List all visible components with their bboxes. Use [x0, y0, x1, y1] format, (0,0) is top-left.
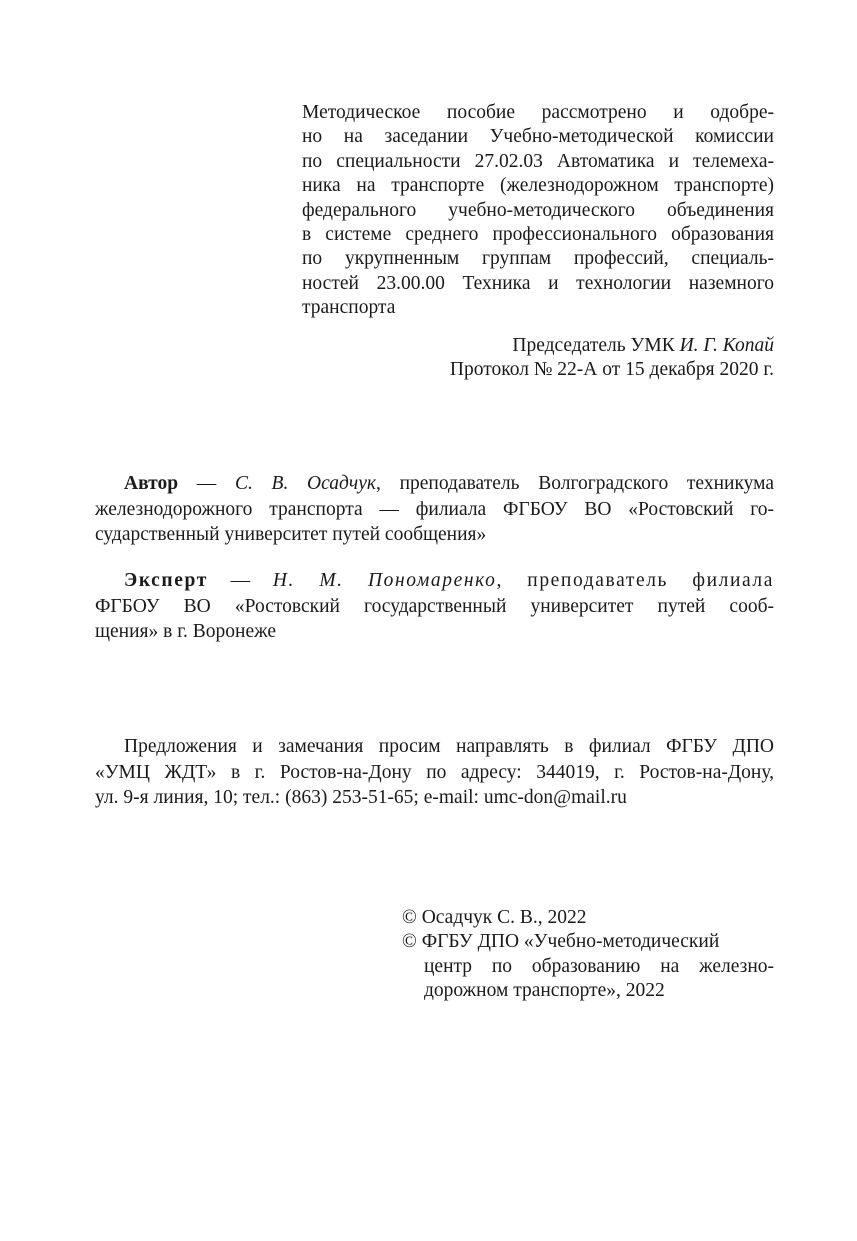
expert-info: [95, 568, 774, 645]
expert-line-1: [95, 568, 774, 594]
author-name: С. В. Осадчук: [234, 473, 376, 494]
expert-name: Н. М. Пономаренко: [272, 570, 497, 591]
approval-line: Методическое пособие рассмотрено и одобре-: [302, 102, 774, 123]
expert-label: Эксперт: [124, 570, 208, 591]
author-line-3: сударственный университет путей сообщения»: [95, 524, 487, 546]
expert-dash: —: [207, 570, 273, 591]
committee-signoff: [302, 334, 774, 383]
copyright-publisher-cont: дорожном транспорте», 2022: [424, 980, 665, 1002]
expert-position: , преподаватель филиала: [496, 570, 774, 591]
approval-line: федерального учебно-методического объединения: [302, 199, 774, 221]
author-line-1: [95, 471, 774, 497]
protocol-line: Протокол № 22-А от 15 декабря 2020 г.: [449, 359, 774, 381]
copyright-publisher: © ФГБУ ДПО «Учебно-методический: [402, 931, 720, 953]
author-line-2: железнодорожного транспорта — филиала ФГБОУ ВО «Ростовский го-: [95, 498, 774, 520]
approval-line: в системе среднего профессионального образования: [302, 224, 774, 246]
approval-line: по укрупненным группам профессий, специаль-: [302, 248, 774, 270]
approval-line: ника на транспорте (железнодорожном транспорте): [302, 175, 774, 197]
author-label: Автор: [124, 473, 179, 494]
author-position: , преподаватель Волгоградского техникума: [375, 473, 774, 494]
approval-line: но на заседании Учебно-методической комиссии: [302, 126, 774, 148]
contacts-line: «УМЦ ЖДТ» в г. Ростов-на-Дону по адресу: 344019, г. Ростов-на-Дону,: [95, 761, 774, 783]
approval-statement: [302, 101, 774, 321]
copyright-block: [402, 906, 774, 1004]
copyright-author: © Осадчук С. В., 2022: [402, 907, 587, 928]
chair-line: [302, 334, 774, 358]
copyright-publisher-cont: центр по образованию на железно-: [424, 955, 774, 977]
contacts-line: Предложения и замечания просим направлять в филиал ФГБУ ДПО: [124, 736, 774, 757]
expert-line-2: ФГБОУ ВО «Ростовский государственный университет путей сооб-: [95, 595, 774, 617]
author-info: [95, 471, 774, 548]
expert-line-3: щения» в г. Воронеже: [95, 621, 276, 643]
approval-line: ностей 23.00.00 Техника и технологии наземного: [302, 272, 774, 294]
author-dash: —: [178, 473, 235, 494]
feedback-contacts: [95, 734, 774, 811]
contacts-line: ул. 9-я линия, 10; тел.: (863) 253-51-65; e-mail: umc-don@mail.ru: [95, 787, 627, 809]
chair-label: Председатель УМК: [512, 335, 675, 356]
approval-line: по специальности 27.02.03 Автоматика и телемеха-: [302, 150, 774, 172]
approval-line: транспорта: [302, 297, 396, 319]
chair-name: И. Г. Копай: [679, 335, 774, 356]
